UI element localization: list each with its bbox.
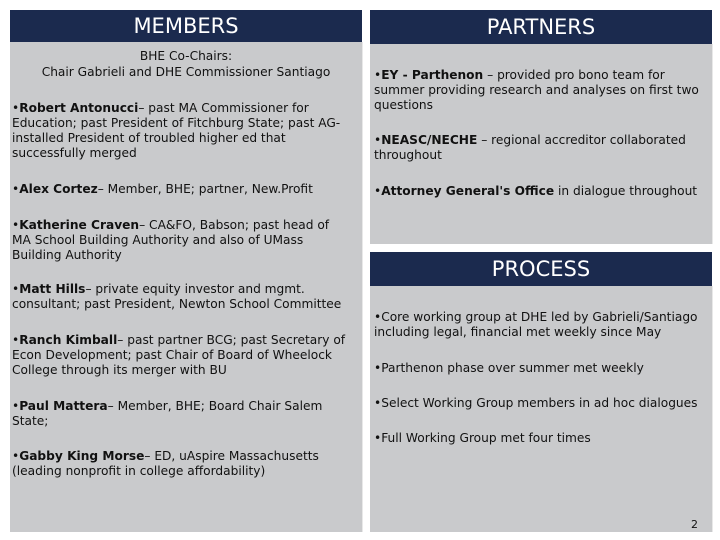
member-name: Paul Mattera: [19, 399, 108, 413]
member-item: •Paul Mattera– Member, BHE; Board Chair Salem State;: [12, 399, 323, 428]
partners-header: PARTNERS: [370, 10, 712, 44]
partner-desc: – provided pro bono team for summer providing research and analyses on first two questions: [374, 68, 699, 112]
member-item: •Gabby King Morse– ED, uAspire Massachusetts (leading nonprofit in college affordability): [12, 449, 319, 478]
process-item: •Core working group at DHE led by Gabrieli/Santiago including legal, financial met weekly since May: [374, 310, 698, 339]
member-name: Katherine Craven: [19, 218, 140, 232]
partner-item: •Attorney General's Office in dialogue throughout: [374, 184, 698, 198]
member-desc: – ED, uAspire Massachusetts (leading nonprofit in college affordability): [12, 449, 319, 478]
member-item: •Katherine Craven– CA&FO, Babson; past head of MA School Building Authority and also of UMass Building Authority: [12, 218, 330, 262]
member-desc: – Member, BHE; partner, New.Profit: [97, 182, 313, 196]
process-item: •Full Working Group met four times: [374, 431, 591, 445]
process-text: Parthenon phase over summer met weekly: [381, 361, 644, 375]
process-text: Full Working Group met four times: [381, 431, 591, 445]
process-text: Core working group at DHE led by Gabrieli/Santiago including legal, financial met weekly since May: [374, 310, 698, 339]
process-item: •Select Working Group members in ad hoc dialogues: [374, 396, 698, 410]
member-name: Gabby King Morse: [19, 449, 145, 463]
member-item: •Matt Hills– private equity investor and mgmt. consultant; past President, Newton School Committee: [12, 282, 342, 311]
partner-desc: in dialogue throughout: [554, 184, 698, 198]
member-desc: – past partner BCG; past Secretary of Econ Development; past Chair of Board of Wheelock College through its merger with BU: [12, 333, 346, 377]
cochairs-block: [12, 48, 360, 80]
cochairs-line: Chair Gabrieli and DHE Commissioner Santiago: [41, 65, 331, 79]
partner-name: Attorney General's Office: [381, 184, 555, 198]
members-header: MEMBERS: [10, 10, 362, 42]
member-desc: – private equity investor and mgmt. consultant; past President, Newton School Committee: [12, 282, 342, 311]
member-item: •Robert Antonucci– past MA Commissioner for Education; past President of Fitchburg State; past AG-installed President of troubled higher ed that successfully merged: [12, 101, 341, 160]
member-desc: – CA&FO, Babson; past head of MA School Building Authority and also of UMass Building Authority: [12, 218, 330, 262]
process-header: PROCESS: [370, 252, 712, 286]
member-desc: – past MA Commissioner for Education; past President of Fitchburg State; past AG-installed President of troubled higher ed that successfully merged: [12, 101, 341, 160]
partner-desc: – regional accreditor collaborated throughout: [374, 133, 686, 162]
process-text: Select Working Group members in ad hoc dialogues: [381, 396, 698, 410]
member-desc: – Member, BHE; Board Chair Salem State;: [12, 399, 323, 428]
member-name: Alex Cortez: [19, 182, 98, 196]
partner-item: •NEASC/NECHE – regional accreditor collaborated throughout: [374, 133, 686, 162]
member-name: Robert Antonucci: [19, 101, 139, 115]
partner-item: •EY - Parthenon – provided pro bono team for summer providing research and analyses on first two questions: [374, 68, 699, 112]
cochairs-title: BHE Co-Chairs:: [139, 49, 233, 63]
member-item: •Alex Cortez– Member, BHE; partner, New.Profit: [12, 182, 313, 196]
page-number: 2: [691, 518, 698, 531]
process-item: •Parthenon phase over summer met weekly: [374, 361, 644, 375]
member-name: Matt Hills: [19, 282, 86, 296]
partner-name: EY - Parthenon: [381, 68, 484, 82]
member-item: •Ranch Kimball– past partner BCG; past Secretary of Econ Development; past Chair of Board of Wheelock College through its merger with BU: [12, 333, 346, 377]
member-name: Ranch Kimball: [19, 333, 118, 347]
partner-name: NEASC/NECHE: [381, 133, 478, 147]
